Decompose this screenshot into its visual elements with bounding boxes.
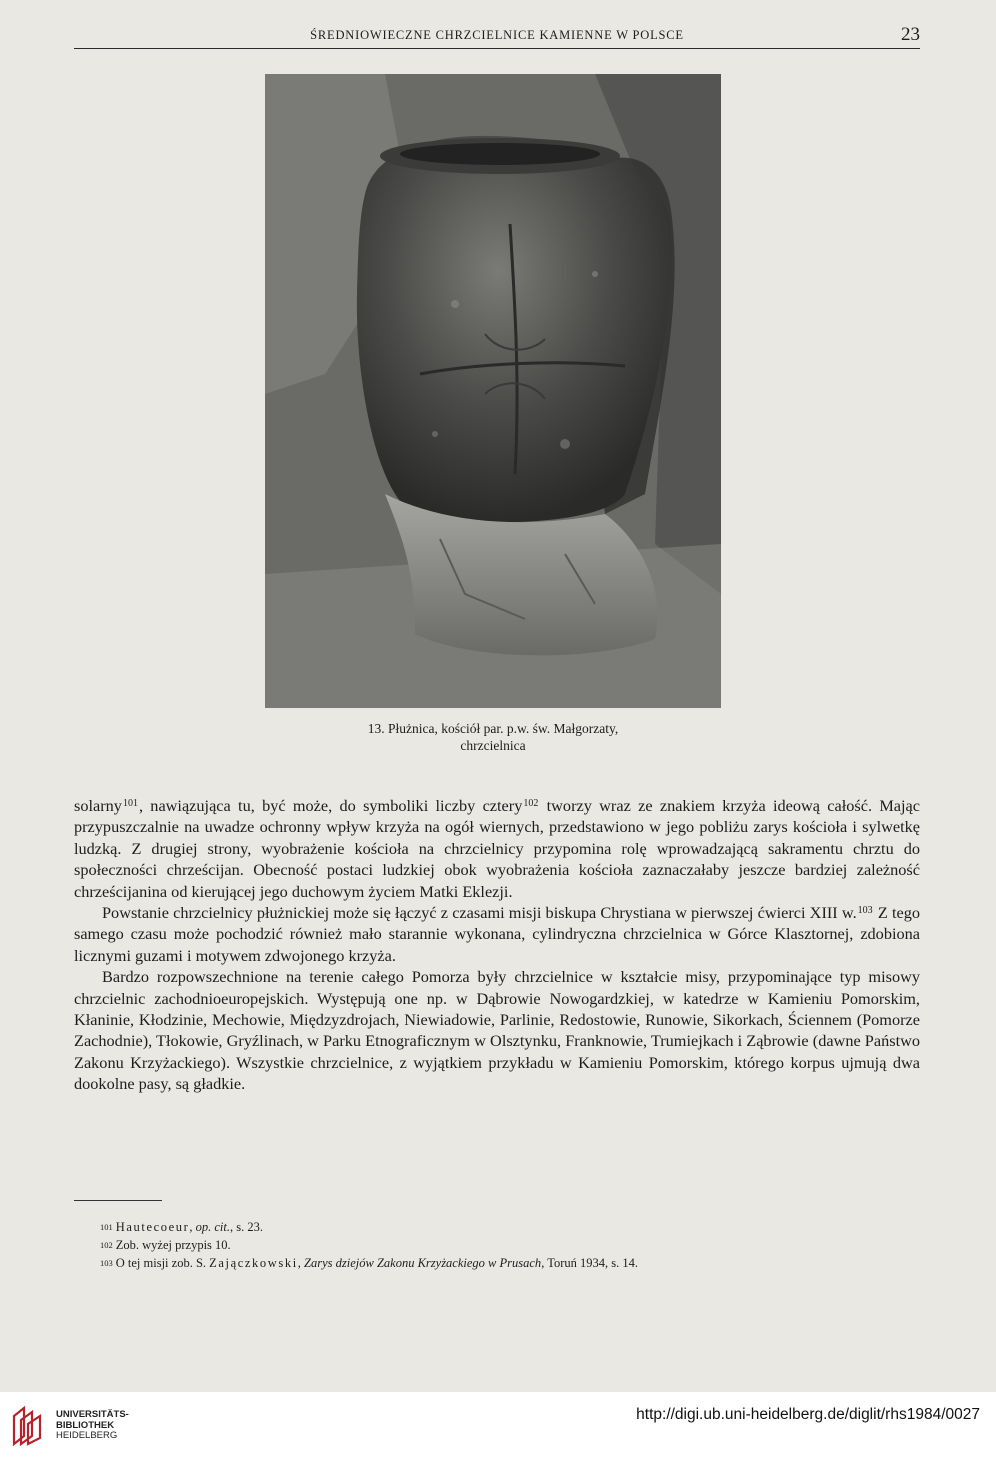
footnote-ref-101[interactable]: 101 xyxy=(122,798,138,809)
footer-bar xyxy=(0,1392,996,1463)
footnote-ref-103[interactable]: 103 xyxy=(857,905,873,917)
footnote-rest: , Toruń 1934, s. 14. xyxy=(541,1256,639,1270)
p1-text-b: , nawiązująca tu, być może, do symboliki liczby cztery xyxy=(138,796,523,815)
running-header xyxy=(74,24,920,49)
footnote-number: 101 xyxy=(100,1222,113,1232)
footnote-divider xyxy=(74,1200,162,1201)
paragraph-2 xyxy=(74,902,920,966)
stone-font-illustration xyxy=(265,74,721,708)
paragraph-3: Bardzo rozpowszechnione na terenie całego Pomorza były chrzcielnice w kształcie misy, przypominające typ misowy chrzcielnic zachodnioeuropejskich. Występują one np. w Dąbrowie Nowogardzkiej, w katedrze w Kamieniu Pomorskim, Kłaninie, Kłodzinie, Mechowie, Międzyzdrojach, Niewiadowie, Parlinie, Redostowie, Runowie, Sikorkach, Ściennem (Pomorze Zachodnie), Tłokowie, Gryźlinach, w Parku Etnograficznym w Olsztynku, Franknowie, Trumiejkach i Ząbrowie (dawne Państwo Zakonu Krzyżackiego). Wszystkie chrzcielnice, z wyjątkiem przykładu w Kamieniu Pomorskim, którego korpus ujmują dwa dookolne pasy, są gładkie. xyxy=(74,967,920,1094)
footnote-103: $^{103}$ O tej misji zob. S. Zajączkowski, Zarys dziejów Zakonu Krzyżackiego w Prusach, Toruń 1934, s. 14. xyxy=(100,1256,639,1270)
footnote-number: 102 xyxy=(100,1240,113,1250)
footnote-text: Zob. wyżej przypis 10. xyxy=(115,1238,231,1252)
p1-text-a: solarny xyxy=(74,796,122,815)
caption-line-1: 13. Płużnica, kościół par. p.w. św. Małgorzaty, xyxy=(367,721,619,736)
p2-text-a: Powstanie chrzcielnicy płużnickiej może się łączyć z czasami misji biskupa Chrystiana w pierwszej ćwierci XIII w. xyxy=(102,903,857,923)
paragraph-1 xyxy=(74,795,920,902)
university-library-logo-icon[interactable] xyxy=(10,1406,46,1446)
p1-text-c: tworzy wraz ze znakiem krzyża ideową całość. Mając przypuszczalnie na uwadze ochronny wpływ krzyża na ogół wiernych, przedstawiono w jego pobliżu zarys kościoła i sylwetkę ludzką. Z drugiej strony, wyobrażenie kościoła na chrzcielnicy przypomina rolę wprowadzającą sakramentu chrztu do społeczności chrześcijan. Obecność postaci ludzkiej obok wyobrażenia kościoła zaznaczałaby jeszcze bardziej zależność chrześcijanina od kierującej jego duchowym życiem Matki Eklezji. xyxy=(74,796,920,901)
footnote-number: 103 xyxy=(100,1258,113,1268)
footnote-author: Zajączkowski xyxy=(209,1256,298,1270)
footnote-101: $^{101}$ Hautecoeur, op. cit., s. 23. xyxy=(100,1220,263,1234)
footnote-italic: op. cit. xyxy=(195,1220,230,1234)
caption-line-2: chrzcielnica xyxy=(460,738,526,753)
footnotes xyxy=(100,1218,920,1272)
footnote-title: Zarys dziejów Zakonu Krzyżackiego w Prusach xyxy=(304,1256,542,1270)
body-text xyxy=(74,795,920,1095)
page-number: 23 xyxy=(901,24,920,45)
library-name-line-3: HEIDELBERG xyxy=(56,1430,118,1441)
library-name-line-2: BIBLIOTHEK xyxy=(56,1419,115,1431)
running-title: ŚREDNIOWIECZNE CHRZCIELNICE KAMIENNE W POLSCE xyxy=(310,28,684,42)
figure-caption xyxy=(265,720,721,754)
library-name-line-1: UNIVERSITÄTS- xyxy=(56,1409,129,1420)
library-name[interactable] xyxy=(56,1410,129,1442)
permalink-url[interactable]: http://digi.ub.uni-heidelberg.de/diglit/rhs1984/0027 xyxy=(636,1406,980,1423)
baptismal-font-photo xyxy=(265,74,721,708)
footnote-author: Hautecoeur xyxy=(115,1220,190,1234)
footnote-102 xyxy=(100,1236,920,1254)
footnote-ref-102[interactable]: 102 xyxy=(523,798,539,809)
p2-text-b: Z tego samego czasu może pochodzić również mało starannie wykonana, cylindryczna chrzcielnica w Górce Klasztornej, zdobiona licznymi guzami i motywem zdwojonego krzyża. xyxy=(74,903,921,965)
footnote-rest: , s. 23. xyxy=(229,1220,263,1234)
footnote-text: O tej misji zob. S. xyxy=(115,1256,210,1270)
